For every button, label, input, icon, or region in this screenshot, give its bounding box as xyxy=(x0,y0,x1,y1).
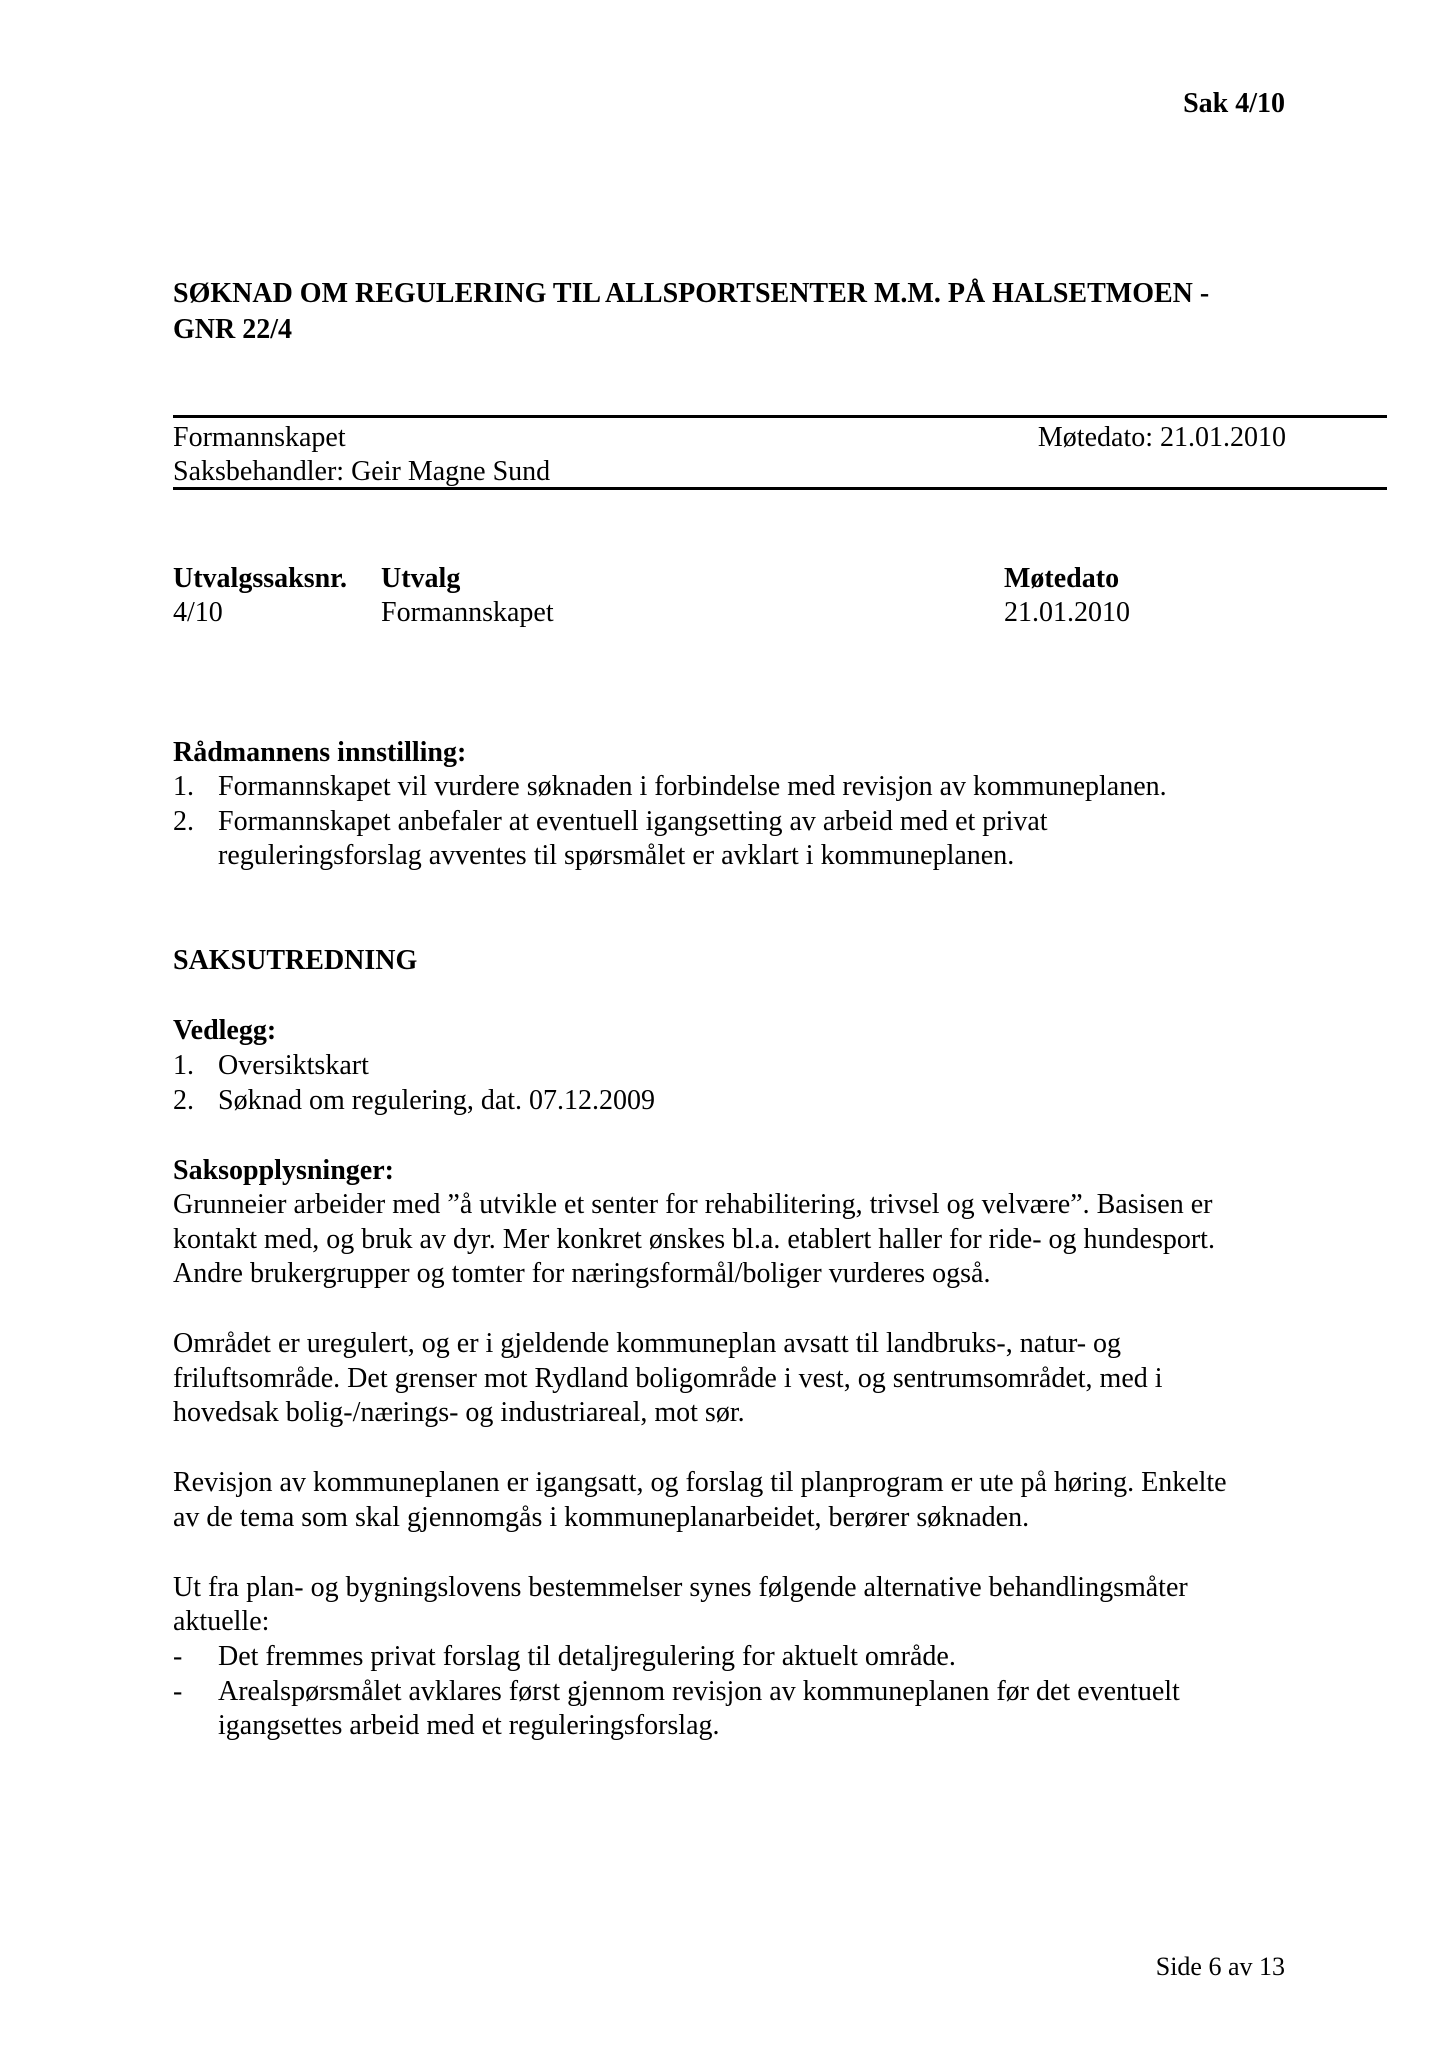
facts-paragraph-line: Grunneier arbeider med ”å utvikle et senter for rehabilitering, trivsel og velvære”. Basisen er xyxy=(173,1189,1213,1220)
facts-paragraph-line: friluftsområde. Det grenser mot Rydland boligområde i vest, og sentrumsområdet, med i xyxy=(173,1363,1163,1394)
table-cell-case-number: 4/10 xyxy=(173,597,223,628)
meta-bottom-rule xyxy=(173,487,1387,490)
table-header-meeting-date: Møtedato xyxy=(1004,563,1120,594)
bullet-mark: - xyxy=(173,1676,183,1707)
bullet-text-continued: igangsettes arbeid med et reguleringsforslag. xyxy=(218,1710,720,1741)
recommendation-item-number: 1. xyxy=(173,771,194,802)
facts-paragraph-line: av de tema som skal gjennomgås i kommuneplanarbeidet, berører søknaden. xyxy=(173,1502,1030,1533)
case-reference: Sak 4/10 xyxy=(1183,88,1285,119)
page-number: Side 6 av 13 xyxy=(1155,1952,1285,1981)
bullet-text: Det fremmes privat forslag til detaljregulering for aktuelt område. xyxy=(218,1641,956,1672)
attachment-number: 2. xyxy=(173,1085,194,1116)
facts-paragraph-line: Ut fra plan- og bygningslovens bestemmelser synes følgende alternative behandlingsmåter xyxy=(173,1572,1188,1603)
meta-top-rule xyxy=(173,415,1387,418)
facts-paragraph-line: aktuelle: xyxy=(173,1606,270,1637)
recommendation-item-text-continued: reguleringsforslag avventes til spørsmålet er avklart i kommuneplanen. xyxy=(218,840,1015,871)
recommendation-item-text: Formannskapet anbefaler at eventuell igangsetting av arbeid med et privat xyxy=(218,806,1048,837)
facts-paragraph-line: Området er uregulert, og er i gjeldende kommuneplan avsatt til landbruks-, natur- og xyxy=(173,1328,1122,1359)
table-header-committee: Utvalg xyxy=(381,563,461,594)
table-header-case-number: Utvalgssaksnr. xyxy=(173,563,348,594)
facts-paragraph-line: hovedsak bolig-/nærings- og industriareal, mot sør. xyxy=(173,1397,745,1428)
case-officer: Saksbehandler: Geir Magne Sund xyxy=(173,456,551,487)
document-title-line-2: GNR 22/4 xyxy=(173,314,292,345)
committee-name: Formannskapet xyxy=(173,422,346,453)
attachments-heading: Vedlegg: xyxy=(173,1015,277,1046)
attachment-text: Søknad om regulering, dat. 07.12.2009 xyxy=(218,1085,656,1116)
recommendation-item-number: 2. xyxy=(173,806,194,837)
bullet-text: Arealspørsmålet avklares først gjennom revisjon av kommuneplanen før det eventuelt xyxy=(218,1676,1180,1707)
section-heading: SAKSUTREDNING xyxy=(173,945,418,976)
document-title-line-1: SØKNAD OM REGULERING TIL ALLSPORTSENTER M.M. PÅ HALSETMOEN - xyxy=(173,278,1210,309)
bullet-mark: - xyxy=(173,1641,183,1672)
facts-paragraph-line: Revisjon av kommuneplanen er igangsatt, og forslag til planprogram er ute på høring. Enkelte xyxy=(173,1467,1227,1498)
facts-heading: Saksopplysninger: xyxy=(173,1155,394,1186)
facts-paragraph-line: Andre brukergrupper og tomter for næringsformål/boliger vurderes også. xyxy=(173,1258,991,1289)
recommendation-heading: Rådmannens innstilling: xyxy=(173,737,467,768)
recommendation-item-text: Formannskapet vil vurdere søknaden i forbindelse med revisjon av kommuneplanen. xyxy=(218,771,1167,802)
attachment-number: 1. xyxy=(173,1050,194,1081)
attachment-text: Oversiktskart xyxy=(218,1050,369,1081)
table-cell-meeting-date: 21.01.2010 xyxy=(1004,597,1130,628)
facts-paragraph-line: kontakt med, og bruk av dyr. Mer konkret ønskes bl.a. etablert haller for ride- og hundesport. xyxy=(173,1224,1215,1255)
meeting-date: Møtedato: 21.01.2010 xyxy=(1037,422,1286,453)
table-cell-committee: Formannskapet xyxy=(381,597,554,628)
